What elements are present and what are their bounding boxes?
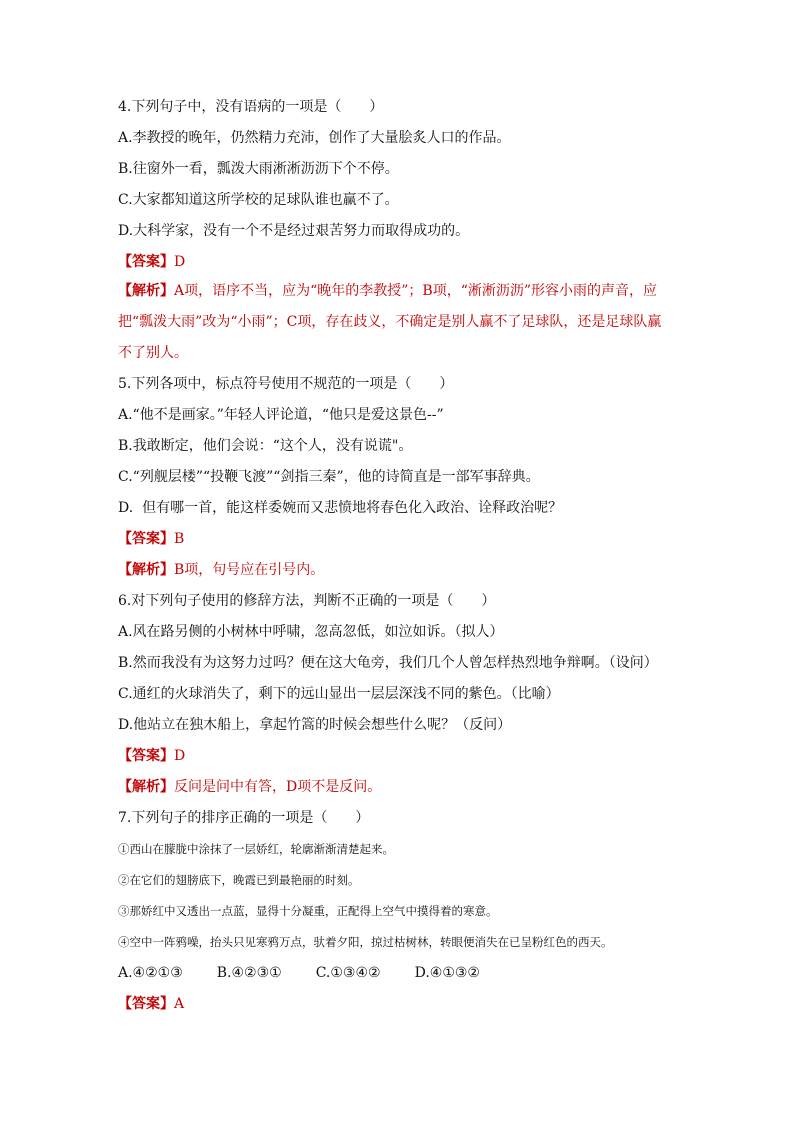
- q6-analysis-text: 反问是问中有答，D项不是反问。: [174, 779, 382, 795]
- q7-sentence-4: ④空中一阵鸦噪，抬头只见寒鸦万点，驮着夕阳，掠过枯树林，转眼便消失在已呈粉红色的西天。: [118, 935, 613, 949]
- q7-option-a: A.④②①③: [118, 965, 183, 981]
- q5-answer: [118, 530, 678, 548]
- q5-answer-value: B: [174, 531, 185, 547]
- q5-stem: 5.下列各项中，标点符号使用不规范的一项是（ ）: [118, 376, 454, 392]
- q6-analysis: [118, 778, 678, 796]
- q5-option-c: C.“列舰层楼”“投鞭飞渡”“剑指三秦”，他的诗简直是一部军事辞典。: [118, 469, 540, 485]
- analysis-label: 【解析】: [118, 283, 174, 299]
- q7-options: [118, 964, 678, 982]
- q4-option-d: D.大科学家，没有一个不是经过艰苦努力而取得成功的。: [118, 223, 470, 239]
- answer-label: 【答案】: [118, 531, 174, 547]
- q5-analysis-text: B项，句号应在引号内。: [174, 562, 325, 578]
- q4-answer: [118, 253, 678, 271]
- q7-stem: 7.下列句子的排序正确的一项是（ ）: [118, 810, 370, 826]
- q7-answer: [118, 995, 678, 1013]
- q6-option-b: B.然而我没有为这努力过吗？便在这大龟旁，我们几个人曾怎样热烈地争辩啊。（设问）: [118, 655, 658, 671]
- q7-sentence-1: ①西山在朦胧中涂抹了一层娇红，轮廓渐渐清楚起来。: [118, 842, 394, 856]
- q6-option-d: D.他站立在独木船上，拿起竹篙的时候会想些什么呢？（反问）: [118, 717, 512, 733]
- q7-option-d: D.④①③②: [414, 965, 480, 981]
- q4-option-b: B.往窗外一看，瓢泼大雨淅淅沥沥下个不停。: [118, 161, 399, 177]
- q4-option-c: C.大家都知道这所学校的足球队谁也赢不了。: [118, 192, 399, 208]
- q4-analysis-part1: A项，语序不当，应为“晚年的李教授”；B项，: [174, 283, 461, 299]
- q7-sentence-3: ③那娇红中又透出一点蓝，显得十分凝重，正配得上空气中摸得着的寒意。: [118, 904, 498, 918]
- q5-analysis: [118, 561, 678, 579]
- q5-option-d: D. 但有哪一首，能这样委婉而又悲愤地将春色化入政治、诠释政治呢？: [118, 500, 563, 516]
- q5-option-a: A.“他不是画家。”年轻人评论道，“他只是爱这景色--”: [118, 407, 444, 423]
- document-page: [118, 98, 678, 1013]
- q6-answer: [118, 747, 678, 765]
- q6-stem: 6.对下列句子使用的修辞方法，判断不正确的一项是（ ）: [118, 593, 496, 609]
- q4-analysis-highlight: “淅淅沥沥”形容小雨的声音，应: [460, 283, 658, 299]
- q6-answer-value: D: [174, 748, 186, 764]
- q7-option-c: C.①③④②: [315, 965, 381, 981]
- q6-option-a: A.风在路另侧的小树林中呼啸，忽高忽低，如泣如诉。（拟人）: [118, 624, 504, 640]
- q4-option-a: A.李教授的晚年，仍然精力充沛，创作了大量脍炙人口的作品。: [118, 130, 511, 146]
- q6-option-c: C.通红的火球消失了，剩下的远山显出一层层深浅不同的紫色。（比喻）: [118, 686, 560, 702]
- q4-analysis-part2: 把“瓢泼大雨”改为“小雨”；C项，存在歧义，不确定是别人赢不了足球队，还是足球队赢不了别人。: [118, 314, 662, 361]
- q7-option-b: B.④②③①: [216, 965, 282, 981]
- analysis-label: 【解析】: [118, 779, 174, 795]
- q4-answer-value: D: [174, 254, 186, 270]
- q7-answer-value: A: [174, 996, 185, 1012]
- answer-label: 【答案】: [118, 254, 174, 270]
- answer-label: 【答案】: [118, 748, 174, 764]
- analysis-label: 【解析】: [118, 562, 174, 578]
- q7-sentence-2: ②在它们的翅膀底下，晚霞已到最艳丽的时刻。: [118, 873, 360, 887]
- answer-label: 【答案】: [118, 996, 174, 1012]
- q5-option-b: B.我敢断定，他们会说：“这个人，没有说谎"。: [118, 438, 413, 454]
- q4-stem: 4.下列句子中，没有语病的一项是（ ）: [118, 99, 384, 115]
- q4-analysis: [118, 276, 672, 369]
